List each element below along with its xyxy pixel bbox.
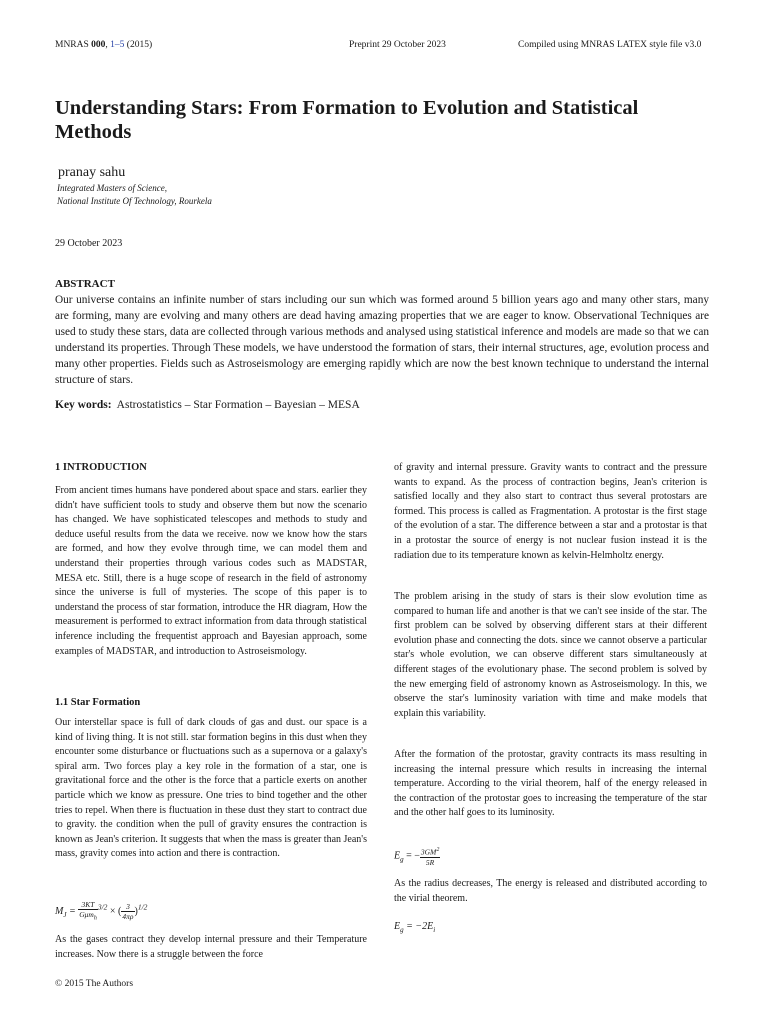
right-column [394, 0, 707, 1024]
jeans-mass-equation: $M_J$ = $\frac{3KT}{G\mu m_h}$ $^{3/2}$ × ( $\frac{3}{4\pi\rho}$ )$^{1/2}$ [55, 900, 148, 922]
fragmentation-paragraph: of gravity and internal pressure. Gravity wants to contract and the pressure wants to expand. As the process of contraction begins, Jean's criterion is satisfied locally and they also start to contract thus several protostars are formed. This process is called as Fragmentation. A protostar is the first stage of the evolution of a star. The difference between a star and a protostar is that in a protostar the source of energy is not nuclear fusion instead it is the radiation due to its temperature known as kelvin-Helmholtz energy. [394, 462, 707, 561]
affiliation-line-2: National Institute Of Technology, Rourkela [57, 196, 212, 206]
section-introduction-heading: 1 INTRODUCTION [55, 462, 147, 473]
keywords-text: Astrostatistics – Star Formation – Bayesian – MESA [116, 399, 360, 411]
author-name: pranay sahu [58, 165, 126, 180]
affiliation-line-1: Integrated Masters of Science, [57, 183, 167, 193]
intro-paragraph: From ancient times humans have pondered about space and stars. earlier they didn't have sufficient tools to study and observe them but now the scenario has changed. We have sophisticated telescopes and methods to study and deduce useful results from the data we receive. now we know how the stars are formed, and how they evolve through time, we can model them and understand their properties through various codes such as MADSTAR, MESA etc. Still, there is a huge scope of research in the field of astronomy since the universe is full of mysteries. The scope of this paper is to understand the process of star formation, introduce the HR diagram, How the measurement is performed to extract information from data through statistical inference including the frequentist approach and Bayesian approach, some examples of MADSTAR, and introduction to Astroseismology. [55, 485, 367, 657]
keywords-label: Key words: [55, 399, 112, 411]
subsection-star-formation-heading: 1.1 Star Formation [55, 697, 141, 708]
paper-date: 29 October 2023 [55, 238, 123, 249]
journal-ref: MNRAS 000, 1–5 (2015) [55, 40, 153, 50]
preprint-date: Preprint 29 October 2023 [349, 40, 446, 50]
compiled-note: Compiled using MNRAS LATEX style file v3.0 [518, 40, 702, 50]
pages-link[interactable]: 1–5 [110, 40, 125, 50]
year: (2015) [126, 40, 153, 50]
copyright-footer: © 2015 The Authors [55, 979, 134, 989]
left-column [55, 0, 367, 1024]
gravitational-energy-equation: $E_g$ = − $\frac{3GM^2}{5R}$ [394, 847, 440, 867]
abstract-text: Our universe contains an infinite number of stars including our sun which was formed around 5 billion years ago and many other stars, many are forming, many are evolving and many others are dead having amazing properties that we are eager to know. Observational Techniques are used to study these stars, data are collected through various methods and analysed using statistical inference and models are made so that we can understand its properties. Through These models, we have understood the formation of stars, their internal structures, age, evolution process and many other properties. Fields such as Astroseismology are emerging rapidly which are now the best known technique to understand the internal structure of stars. [55, 294, 709, 386]
contraction-paragraph: As the gases contract they develop internal pressure and their Temperature increases. Now there is a struggle between the force [55, 934, 367, 960]
virial-theorem-paragraph: After the formation of the protostar, gravity contracts its mass resulting in increasing the internal pressure which results in increasing the internal temperature. According to the virial theorem, half of the energy released in the contraction of the protostar goes to increasing the temperature of the star and the other half goes to its luminosity. [394, 749, 707, 819]
paper-title: Understanding Stars: From Formation to Evolution and Statistical Methods [55, 97, 639, 143]
virial-energy-equation: $E_g = -2E_i$ [394, 921, 436, 934]
volume: 000 [91, 40, 106, 50]
evolution-problem-paragraph: The problem arising in the study of stars is their slow evolution time as compared to human life and another is that we can't see inside of the star. The first problem can be solved by observing different stars at their different evolution phase and connecting the dots. since we cannot observe a particular star's whole evolution, we can observe different stars simultaneously at different stages of the evolutionary phase. The second problem is solved by the new emerging field of astronomy known as Astroseismology. In this, we observe the star's luminosity variation with time and make models that explain this variability. [394, 591, 707, 719]
journal-name: MNRAS [55, 40, 89, 50]
energy-release-paragraph: As the radius decreases, The energy is released and distributed according to the virial theorem. [394, 878, 707, 904]
star-formation-paragraph: Our interstellar space is full of dark clouds of gas and dust. our space is a kind of living thing. It is not still. star formation begins in this dust when they encounter some disturbance or fluctuations such as a supernova or a galaxy's spiral arm. Two forces play a key role in the formation of a star, one is gravitational force and the other is the force that a particle exerts on another particle which we know as pressure. One tries to bind together and the other tries to repel. When there is fluctuation in these dust they start to contract due to gravity. the condition when the pull of gravity ensures the contraction is known as Jean's criterion. It suggests that when the mass is greater than Jean's mass, gravity comes into action and there is contraction. [55, 717, 367, 860]
abstract-heading: ABSTRACT [55, 278, 115, 290]
